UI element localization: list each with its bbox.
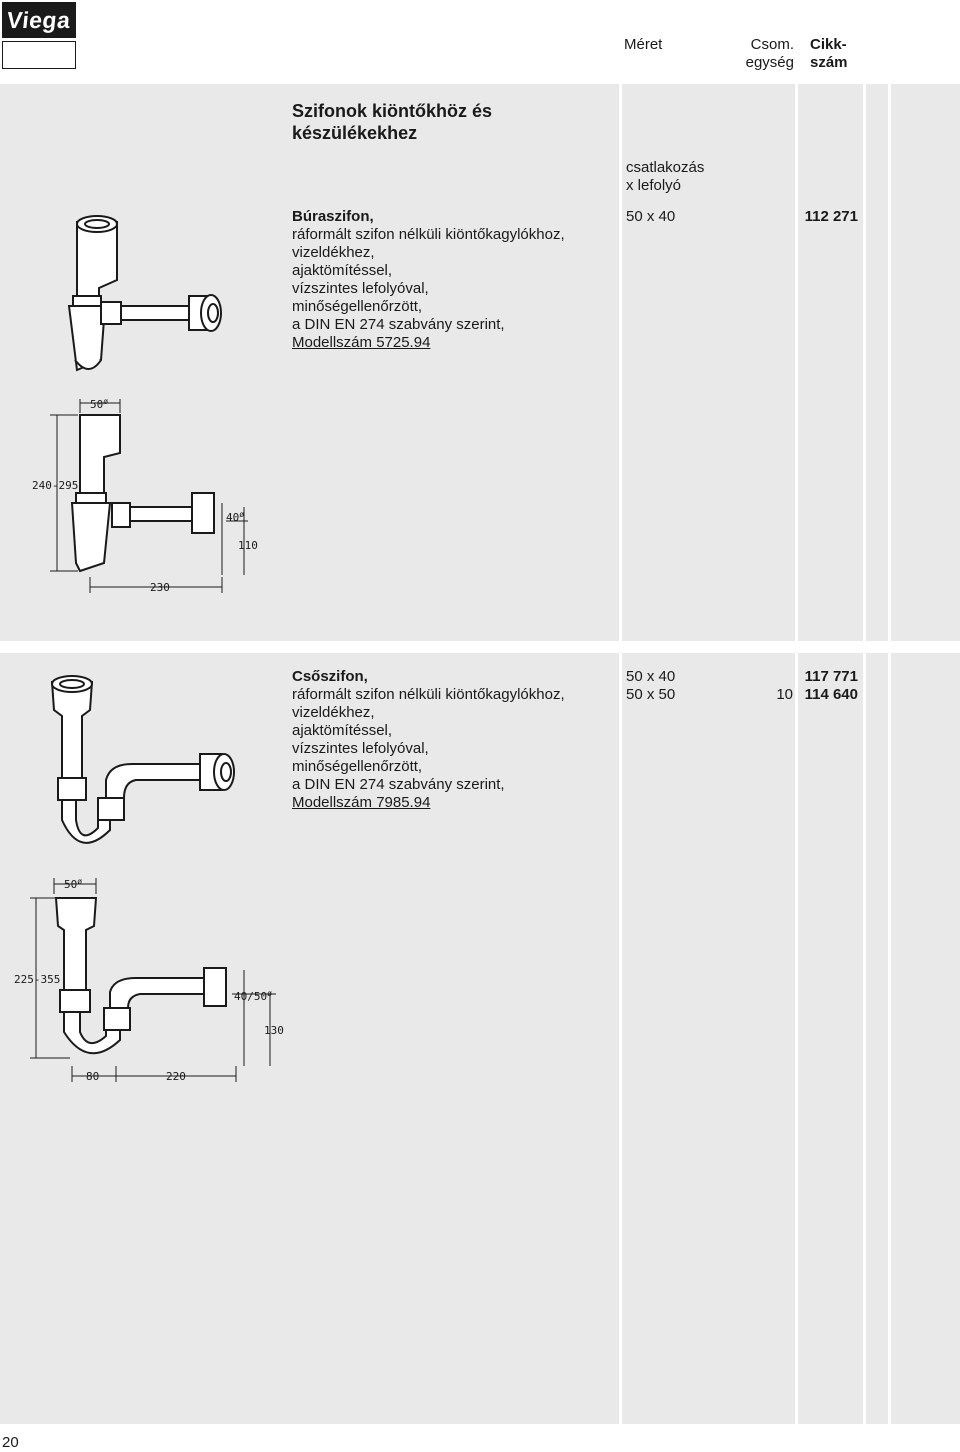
dim-drop: 130 <box>264 1024 284 1037</box>
svg-text:50ø <box>64 877 82 891</box>
viega-logo: Viega <box>2 2 76 38</box>
product-line: minőségellenőrzött, <box>292 298 423 315</box>
dim-width: 230 <box>150 581 170 594</box>
model-number: Modellszám 5725.94 <box>292 334 431 351</box>
size-note-line2: x lefolyó <box>626 177 682 194</box>
dim-dia: ø <box>239 510 245 519</box>
section-title-line2: készülékekhez <box>292 123 418 143</box>
bottle-trap-dimension-drawing <box>0 395 280 605</box>
logo-frame <box>2 41 76 69</box>
page-number: 20 <box>2 1434 19 1451</box>
product-line: vizeldékhez, <box>292 704 375 721</box>
product-description <box>292 668 565 812</box>
article-number: 112 271 <box>804 208 858 225</box>
column-header-size: Méret <box>624 36 663 53</box>
column-divider <box>795 84 798 1424</box>
product-line: ajaktömítéssel, <box>292 262 393 279</box>
size-value: 50 x 40 <box>626 668 676 685</box>
column-header-article-line1: Cikk- <box>810 36 847 53</box>
pack-value: 10 <box>776 686 793 703</box>
product-line: vízszintes lefolyóval, <box>292 740 429 757</box>
model-number: Modellszám 7985.94 <box>292 794 431 811</box>
dim-outlet: 40 <box>226 511 240 524</box>
dim-width: 220 <box>166 1070 186 1083</box>
bottle-trap-illustration <box>55 210 245 380</box>
column-divider <box>863 84 866 1424</box>
dim-dia: ø <box>77 877 83 886</box>
tube-trap-illustration <box>40 670 250 860</box>
column-divider <box>619 84 622 1424</box>
product-name: Csőszifon, <box>292 668 368 685</box>
tube-trap-dimension-drawing <box>0 870 300 1090</box>
product-line: ajaktömítéssel, <box>292 722 393 739</box>
dim-height: 240-295 <box>32 479 79 492</box>
section-title-line1: Szifonok kiöntőkhöz és <box>292 101 493 121</box>
dim-top: 50 <box>90 398 104 411</box>
article-number: 114 640 <box>804 686 858 703</box>
size-value: 50 x 50 <box>626 686 676 703</box>
size-note-line1: csatlakozás <box>626 159 705 176</box>
product-line: vízszintes lefolyóval, <box>292 280 429 297</box>
product-line: vizeldékhez, <box>292 244 375 261</box>
column-header-pack-line1: Csom. <box>750 36 794 53</box>
column-header-pack-line2: egység <box>745 54 794 71</box>
size-value: 50 x 40 <box>626 208 676 225</box>
column-divider <box>888 84 891 1424</box>
product-description <box>292 208 565 352</box>
product-line: ráformált szifon nélküli kiöntőkagylókhoz, <box>292 226 565 243</box>
dim-dia: ø <box>103 397 109 406</box>
dim-drop: 110 <box>238 539 258 552</box>
dim-top: 50 <box>64 878 78 891</box>
article-number: 117 771 <box>804 668 858 685</box>
dim-outlet: 40/50 <box>234 990 268 1003</box>
column-header-article-line2: szám <box>810 54 848 71</box>
product-name: Búraszifon, <box>292 208 374 225</box>
svg-text:40ø <box>226 510 244 524</box>
product-line: minőségellenőrzött, <box>292 758 423 775</box>
svg-text:40/50ø <box>234 989 272 1003</box>
svg-text:50ø <box>90 397 108 411</box>
product-line: a DIN EN 274 szabvány szerint, <box>292 316 505 333</box>
dim-offset: 80 <box>86 1070 100 1083</box>
dim-dia: ø <box>267 989 272 998</box>
product-line: ráformált szifon nélküli kiöntőkagylókhoz, <box>292 686 565 703</box>
dim-height: 225-355 <box>14 973 61 986</box>
product-line: a DIN EN 274 szabvány szerint, <box>292 776 505 793</box>
